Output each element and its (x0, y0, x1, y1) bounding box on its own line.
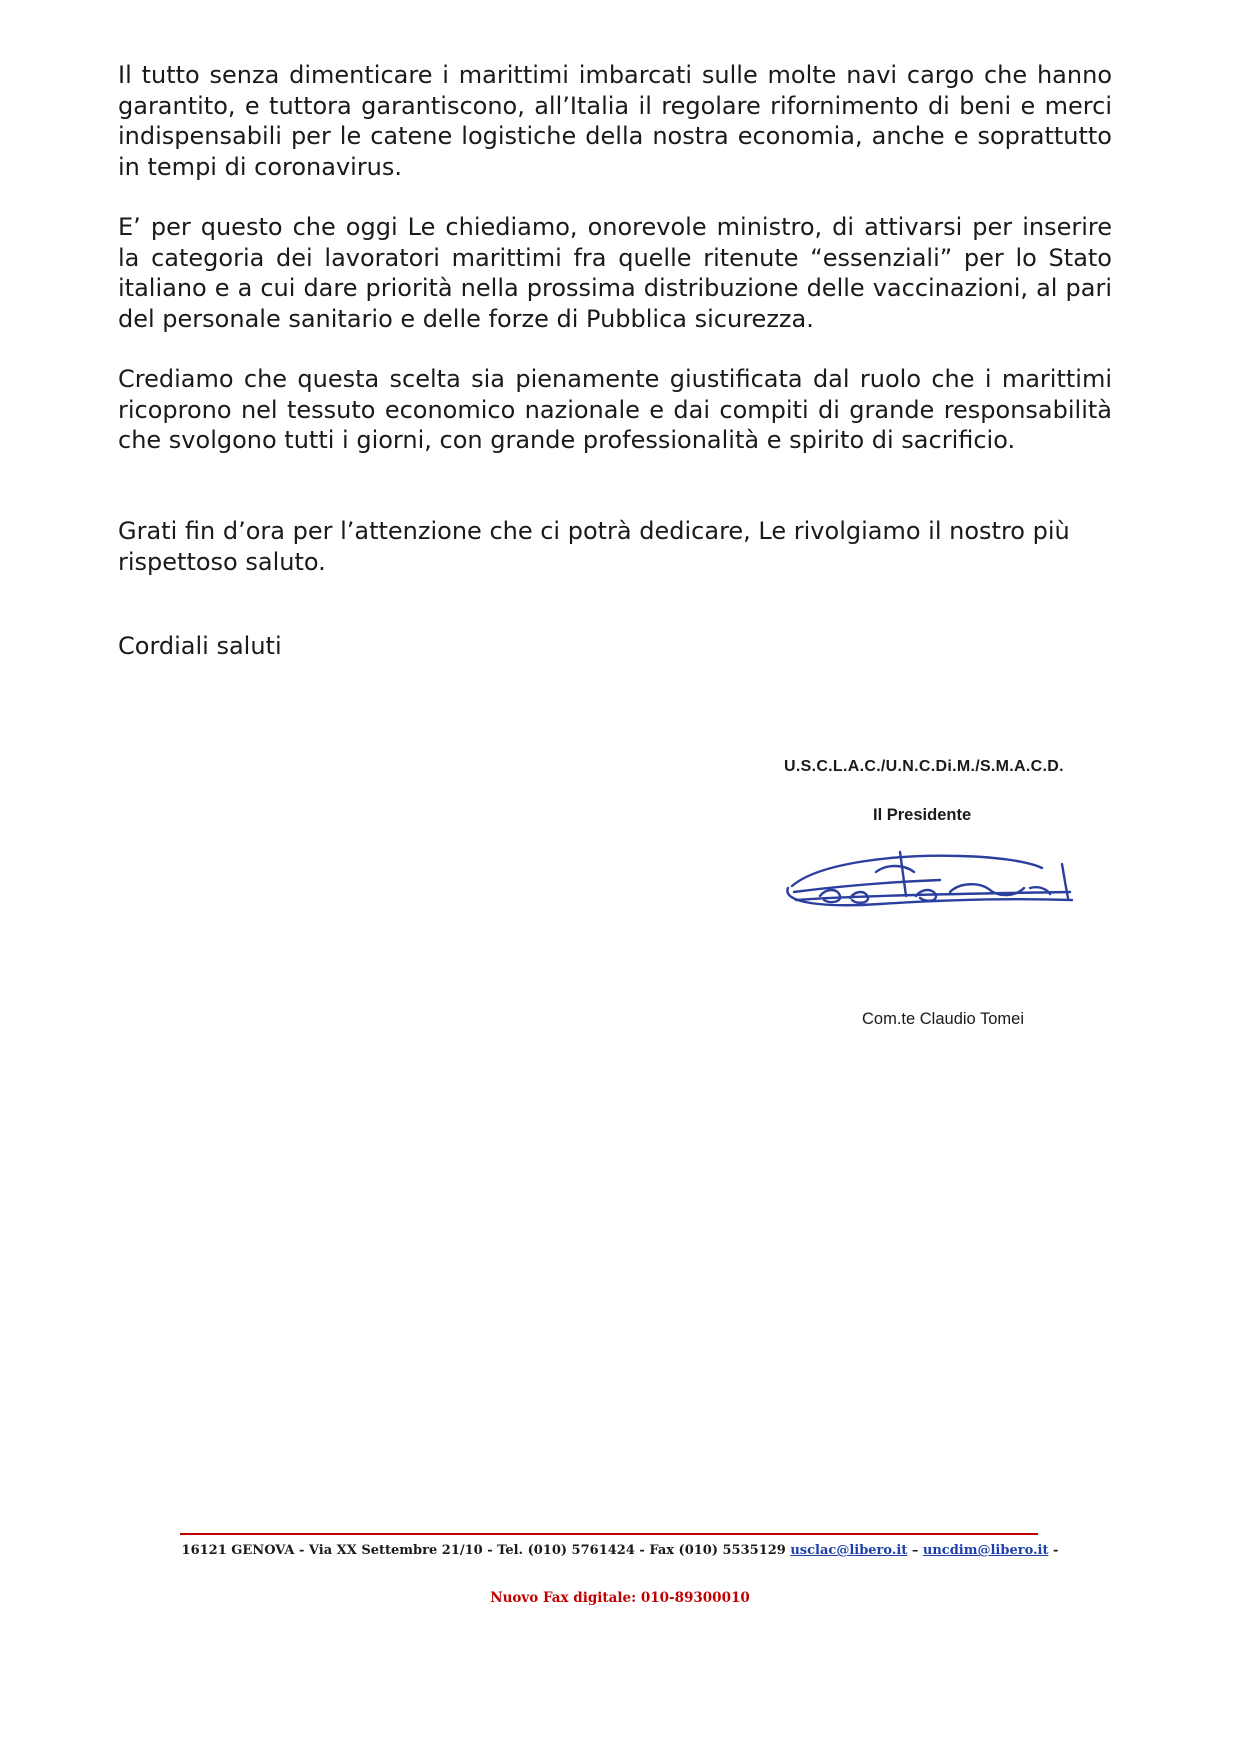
footer-separator: – (911, 1543, 919, 1558)
footer-fax-line: Nuovo Fax digitale: 010-89300010 (490, 1590, 750, 1606)
closing-salutation: Cordiali saluti (118, 632, 282, 660)
footer-address-text: 16121 GENOVA - Via XX Settembre 21/10 - Tel. (010) 5761424 - Fax (010) 5535129 (181, 1543, 786, 1558)
organization-name: U.S.C.L.A.C./U.N.C.Di.M./S.M.A.C.D. (784, 758, 1064, 775)
handwritten-signature (780, 842, 1080, 920)
email-link-uncdim[interactable]: uncdim@libero.it (922, 1543, 1049, 1558)
footer-divider (180, 1533, 1038, 1535)
footer-contact-line (0, 1543, 1240, 1558)
signatory-role: Il Presidente (873, 806, 972, 824)
footer-trailing-dash: - (1053, 1543, 1059, 1558)
paragraph-4: Grati fin d’ora per l’attenzione che ci potrà dedicare, Le rivolgiamo il nostro più rispettoso saluto. (118, 517, 1070, 576)
signatory-name: Com.te Claudio Tomei (862, 1010, 1025, 1028)
email-link-usclac[interactable]: usclac@libero.it (790, 1543, 908, 1558)
paragraph-1: Il tutto senza dimenticare i marittimi imbarcati sulle molte navi cargo che hanno garantito, e tuttora garantiscono, all’Italia il regolare rifornimento di beni e merci indispensabili per le catene logistiche della nostra economia, anche e soprattutto in tempi di coronavirus. (118, 61, 1112, 181)
paragraph-2: E’ per questo che oggi Le chiediamo, onorevole ministro, di attivarsi per inserire la categoria dei lavoratori marittimi fra quelle ritenute “essenziali” per lo Stato italiano e a cui dare priorità nella prossima distribuzione delle vaccinazioni, al pari del personale sanitario e delle forze di Pubblica sicurezza. (118, 213, 1112, 333)
paragraph-3: Crediamo che questa scelta sia pienamente giustificata dal ruolo che i marittimi ricoprono nel tessuto economico nazionale e dai compiti di grande responsabilità che svolgono tutti i giorni, con grande professionalità e spirito di sacrificio. (118, 365, 1112, 454)
